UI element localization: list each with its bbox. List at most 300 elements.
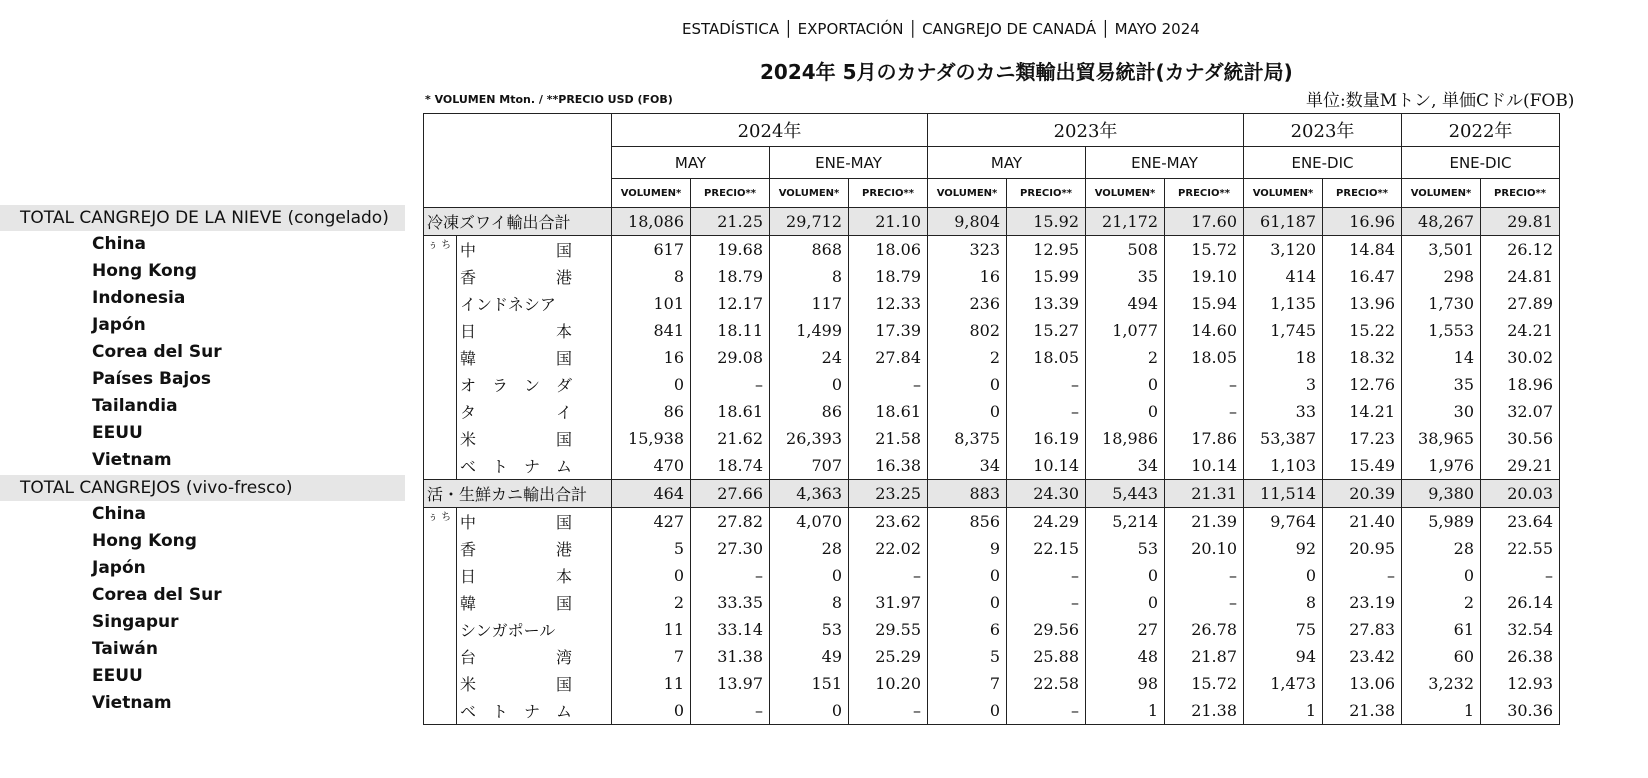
price-cell: 25.88 xyxy=(1007,643,1086,670)
price-cell: – xyxy=(1007,371,1086,398)
volume-cell: 8 xyxy=(612,263,691,290)
price-cell: 15.27 xyxy=(1007,317,1086,344)
country-label-japanese: オ ラ ン ダ xyxy=(457,371,612,398)
volume-cell: 1,730 xyxy=(1402,290,1481,317)
price-cell: 29.21 xyxy=(1481,452,1560,480)
country-label: Japón xyxy=(92,315,146,335)
price-cell: 31.97 xyxy=(849,589,928,616)
country-label: Taiwán xyxy=(92,639,158,659)
price-cell: 13.39 xyxy=(1007,290,1086,317)
volume-cell: 4,363 xyxy=(770,480,849,508)
country-label: Corea del Sur xyxy=(92,585,222,605)
volume-cell: 0 xyxy=(612,562,691,589)
table-row xyxy=(424,452,1560,480)
volume-cell: 11 xyxy=(612,670,691,697)
price-cell: 14.21 xyxy=(1323,398,1402,425)
year-header: 2022年 xyxy=(1402,114,1560,147)
price-cell: 27.84 xyxy=(849,344,928,371)
period-header: ENE-DIC xyxy=(1244,147,1402,179)
table-row xyxy=(424,508,1560,536)
table-row xyxy=(424,425,1560,452)
price-cell: 24.29 xyxy=(1007,508,1086,536)
price-cell: 14.60 xyxy=(1165,317,1244,344)
price-cell: 20.10 xyxy=(1165,535,1244,562)
volume-cell: 86 xyxy=(770,398,849,425)
price-cell: 10.14 xyxy=(1007,452,1086,480)
volume-cell: 2 xyxy=(1086,344,1165,371)
price-cell: 13.97 xyxy=(691,670,770,697)
country-label-japanese: 韓 国 xyxy=(457,589,612,616)
volume-cell: 29,712 xyxy=(770,208,849,236)
price-cell: 27.89 xyxy=(1481,290,1560,317)
volume-cell: 508 xyxy=(1086,236,1165,264)
volume-cell: 8,375 xyxy=(928,425,1007,452)
volume-cell: 0 xyxy=(1086,589,1165,616)
period-header: ENE-DIC xyxy=(1402,147,1560,179)
price-cell: – xyxy=(1007,398,1086,425)
price-cell: 21.25 xyxy=(691,208,770,236)
price-cell: 27.30 xyxy=(691,535,770,562)
price-cell: 23.42 xyxy=(1323,643,1402,670)
price-cell: – xyxy=(1481,562,1560,589)
volume-cell: 53 xyxy=(1086,535,1165,562)
uchi-spacer xyxy=(424,589,457,616)
price-cell: 17.23 xyxy=(1323,425,1402,452)
volume-cell: 24 xyxy=(770,344,849,371)
volume-cell: 9,380 xyxy=(1402,480,1481,508)
price-cell: 18.05 xyxy=(1165,344,1244,371)
price-cell: 12.17 xyxy=(691,290,770,317)
country-label-japanese: シンガポール xyxy=(457,616,612,643)
volume-cell: 16 xyxy=(928,263,1007,290)
price-cell: 16.38 xyxy=(849,452,928,480)
price-cell: 15.92 xyxy=(1007,208,1086,236)
price-cell: 16.47 xyxy=(1323,263,1402,290)
volume-cell: 8 xyxy=(770,263,849,290)
volume-cell: 48,267 xyxy=(1402,208,1481,236)
volume-cell: 414 xyxy=(1244,263,1323,290)
uchi-spacer xyxy=(424,562,457,589)
volume-cell: 5,443 xyxy=(1086,480,1165,508)
price-cell: 15.99 xyxy=(1007,263,1086,290)
price-header: PRECIO** xyxy=(691,179,770,208)
price-cell: 27.83 xyxy=(1323,616,1402,643)
price-cell: 13.06 xyxy=(1323,670,1402,697)
price-cell: 19.68 xyxy=(691,236,770,264)
price-header: PRECIO** xyxy=(1481,179,1560,208)
total-label: TOTAL CANGREJOS (vivo-fresco) xyxy=(20,478,293,498)
volume-cell: 1,976 xyxy=(1402,452,1481,480)
volume-cell: 9,764 xyxy=(1244,508,1323,536)
volume-cell: 236 xyxy=(928,290,1007,317)
price-cell: 29.08 xyxy=(691,344,770,371)
price-cell: 33.14 xyxy=(691,616,770,643)
volume-cell: 1,473 xyxy=(1244,670,1323,697)
volume-cell: 28 xyxy=(1402,535,1481,562)
country-label-japanese: 台 湾 xyxy=(457,643,612,670)
price-cell: – xyxy=(691,697,770,725)
price-cell: – xyxy=(1165,398,1244,425)
volume-cell: 94 xyxy=(1244,643,1323,670)
volume-cell: 92 xyxy=(1244,535,1323,562)
price-cell: 22.02 xyxy=(849,535,928,562)
volume-cell: 7 xyxy=(612,643,691,670)
price-header: PRECIO** xyxy=(1007,179,1086,208)
price-cell: 21.58 xyxy=(849,425,928,452)
volume-cell: 841 xyxy=(612,317,691,344)
volume-cell: 2 xyxy=(612,589,691,616)
price-cell: 18.74 xyxy=(691,452,770,480)
volume-cell: 14 xyxy=(1402,344,1481,371)
price-cell: 30.56 xyxy=(1481,425,1560,452)
price-cell: – xyxy=(1007,562,1086,589)
price-cell: 23.64 xyxy=(1481,508,1560,536)
price-cell: 12.93 xyxy=(1481,670,1560,697)
price-header: PRECIO** xyxy=(1165,179,1244,208)
volume-cell: 34 xyxy=(1086,452,1165,480)
uchi-spacer xyxy=(424,670,457,697)
period-header: ENE-MAY xyxy=(770,147,928,179)
volume-cell: 0 xyxy=(928,398,1007,425)
country-label: Corea del Sur xyxy=(92,342,222,362)
volume-cell: 21,172 xyxy=(1086,208,1165,236)
uchi-spacer xyxy=(424,616,457,643)
total-row xyxy=(424,480,1560,508)
volume-cell: 1 xyxy=(1402,697,1481,725)
price-cell: – xyxy=(691,371,770,398)
table-row xyxy=(424,670,1560,697)
volume-cell: 151 xyxy=(770,670,849,697)
price-cell: 10.14 xyxy=(1165,452,1244,480)
price-cell: 21.40 xyxy=(1323,508,1402,536)
price-cell: 23.62 xyxy=(849,508,928,536)
price-cell: 18.06 xyxy=(849,236,928,264)
unit-note: * VOLUMEN Mton. / **PRECIO USD (FOB) xyxy=(425,93,673,106)
price-cell: 18.79 xyxy=(691,263,770,290)
table-row xyxy=(424,344,1560,371)
volume-cell: 3,501 xyxy=(1402,236,1481,264)
volume-header: VOLUMEN* xyxy=(612,179,691,208)
volume-cell: 0 xyxy=(770,697,849,725)
volume-cell: 28 xyxy=(770,535,849,562)
price-cell: 12.95 xyxy=(1007,236,1086,264)
volume-cell: 101 xyxy=(612,290,691,317)
price-cell: 26.12 xyxy=(1481,236,1560,264)
volume-cell: 7 xyxy=(928,670,1007,697)
volume-cell: 0 xyxy=(1402,562,1481,589)
price-cell: 18.96 xyxy=(1481,371,1560,398)
price-cell: – xyxy=(691,562,770,589)
price-header: PRECIO** xyxy=(1323,179,1402,208)
uchi-spacer xyxy=(424,697,457,725)
price-cell: 14.84 xyxy=(1323,236,1402,264)
volume-cell: 5,989 xyxy=(1402,508,1481,536)
price-cell: 10.20 xyxy=(849,670,928,697)
price-cell: 21.62 xyxy=(691,425,770,452)
table-row xyxy=(424,643,1560,670)
uchi-spacer xyxy=(424,317,457,344)
total-label-japanese: 冷凍ズワイ輸出合計 xyxy=(424,208,612,236)
volume-cell: 5 xyxy=(612,535,691,562)
table-row xyxy=(424,317,1560,344)
price-cell: 17.86 xyxy=(1165,425,1244,452)
country-label-japanese: タ イ xyxy=(457,398,612,425)
price-cell: – xyxy=(1323,562,1402,589)
volume-cell: 868 xyxy=(770,236,849,264)
period-header: ENE-MAY xyxy=(1086,147,1244,179)
year-header: 2023年 xyxy=(928,114,1244,147)
export-statistics-table xyxy=(423,113,1560,725)
volume-cell: 98 xyxy=(1086,670,1165,697)
uchi-spacer xyxy=(424,535,457,562)
volume-cell: 16 xyxy=(612,344,691,371)
volume-cell: 0 xyxy=(1086,371,1165,398)
price-cell: 32.54 xyxy=(1481,616,1560,643)
price-cell: 20.39 xyxy=(1323,480,1402,508)
volume-cell: 60 xyxy=(1402,643,1481,670)
price-cell: 30.36 xyxy=(1481,697,1560,725)
country-label: Hong Kong xyxy=(92,531,197,551)
country-label-japanese: 香 港 xyxy=(457,535,612,562)
volume-cell: 4,070 xyxy=(770,508,849,536)
price-cell: – xyxy=(849,371,928,398)
volume-header: VOLUMEN* xyxy=(1244,179,1323,208)
price-cell: 31.38 xyxy=(691,643,770,670)
uchi-spacer xyxy=(424,452,457,480)
volume-cell: 0 xyxy=(1244,562,1323,589)
price-cell: – xyxy=(1007,697,1086,725)
price-cell: 16.19 xyxy=(1007,425,1086,452)
price-cell: 23.19 xyxy=(1323,589,1402,616)
table-row xyxy=(424,589,1560,616)
volume-cell: 49 xyxy=(770,643,849,670)
volume-cell: 0 xyxy=(612,371,691,398)
price-cell: 30.02 xyxy=(1481,344,1560,371)
volume-cell: 6 xyxy=(928,616,1007,643)
price-cell: 21.39 xyxy=(1165,508,1244,536)
country-label-japanese: 韓 国 xyxy=(457,344,612,371)
price-cell: 26.78 xyxy=(1165,616,1244,643)
price-cell: 21.38 xyxy=(1165,697,1244,725)
table-row xyxy=(424,562,1560,589)
report-header-text: ESTADÍSTICA │ EXPORTACIÓN │ CANGREJO DE CANADÁ │ MAYO 2024 xyxy=(682,20,1200,38)
country-label-japanese: 米 国 xyxy=(457,670,612,697)
volume-cell: 0 xyxy=(928,562,1007,589)
country-label: Vietnam xyxy=(92,693,172,713)
volume-cell: 464 xyxy=(612,480,691,508)
country-label: China xyxy=(92,504,146,524)
volume-cell: 61,187 xyxy=(1244,208,1323,236)
volume-cell: 1,135 xyxy=(1244,290,1323,317)
volume-cell: 1 xyxy=(1244,697,1323,725)
table-row xyxy=(424,371,1560,398)
volume-cell: 2 xyxy=(1402,589,1481,616)
price-header: PRECIO** xyxy=(849,179,928,208)
table-row xyxy=(424,263,1560,290)
price-cell: 16.96 xyxy=(1323,208,1402,236)
volume-cell: 30 xyxy=(1402,398,1481,425)
volume-cell: 883 xyxy=(928,480,1007,508)
country-label: Hong Kong xyxy=(92,261,197,281)
volume-cell: 1,077 xyxy=(1086,317,1165,344)
price-cell: – xyxy=(849,697,928,725)
table-row xyxy=(424,398,1560,425)
volume-cell: 75 xyxy=(1244,616,1323,643)
volume-cell: 33 xyxy=(1244,398,1323,425)
country-label: Tailandia xyxy=(92,396,178,416)
price-cell: 22.55 xyxy=(1481,535,1560,562)
volume-cell: 35 xyxy=(1086,263,1165,290)
country-label: EEUU xyxy=(92,666,143,686)
volume-cell: 707 xyxy=(770,452,849,480)
volume-cell: 617 xyxy=(612,236,691,264)
price-cell: 26.38 xyxy=(1481,643,1560,670)
price-cell: 19.10 xyxy=(1165,263,1244,290)
price-cell: – xyxy=(849,562,928,589)
volume-header: VOLUMEN* xyxy=(928,179,1007,208)
volume-cell: 53 xyxy=(770,616,849,643)
price-cell: 21.31 xyxy=(1165,480,1244,508)
price-cell: 17.39 xyxy=(849,317,928,344)
price-cell: 27.66 xyxy=(691,480,770,508)
volume-cell: 5,214 xyxy=(1086,508,1165,536)
volume-cell: 48 xyxy=(1086,643,1165,670)
price-cell: – xyxy=(1165,562,1244,589)
volume-cell: 298 xyxy=(1402,263,1481,290)
volume-cell: 38,965 xyxy=(1402,425,1481,452)
table-row xyxy=(424,535,1560,562)
country-label: Indonesia xyxy=(92,288,186,308)
volume-cell: 0 xyxy=(928,371,1007,398)
volume-cell: 0 xyxy=(1086,398,1165,425)
price-cell: 18.61 xyxy=(849,398,928,425)
uchi-marker: ぅ ち xyxy=(424,508,457,536)
price-cell: 29.55 xyxy=(849,616,928,643)
volume-cell: 11,514 xyxy=(1244,480,1323,508)
country-label: EEUU xyxy=(92,423,143,443)
price-cell: 21.87 xyxy=(1165,643,1244,670)
volume-cell: 18 xyxy=(1244,344,1323,371)
volume-cell: 1,745 xyxy=(1244,317,1323,344)
volume-cell: 18,086 xyxy=(612,208,691,236)
price-cell: 15.49 xyxy=(1323,452,1402,480)
table-row xyxy=(424,697,1560,725)
volume-cell: 8 xyxy=(770,589,849,616)
price-cell: 33.35 xyxy=(691,589,770,616)
volume-cell: 86 xyxy=(612,398,691,425)
volume-cell: 117 xyxy=(770,290,849,317)
price-cell: 26.14 xyxy=(1481,589,1560,616)
country-label: Japón xyxy=(92,558,146,578)
price-cell: 18.32 xyxy=(1323,344,1402,371)
uchi-spacer xyxy=(424,344,457,371)
volume-cell: 1,553 xyxy=(1402,317,1481,344)
volume-cell: 5 xyxy=(928,643,1007,670)
price-cell: 32.07 xyxy=(1481,398,1560,425)
price-cell: 15.94 xyxy=(1165,290,1244,317)
country-label: Países Bajos xyxy=(92,369,212,389)
volume-cell: 2 xyxy=(928,344,1007,371)
table-row xyxy=(424,236,1560,264)
country-label-japanese: 中 国 xyxy=(457,508,612,536)
price-cell: 25.29 xyxy=(849,643,928,670)
unit-note-japanese: 単位:数量Mトン, 単価Cドル(FOB) xyxy=(1306,91,1575,111)
price-cell: – xyxy=(1007,589,1086,616)
country-label-japanese: 米 国 xyxy=(457,425,612,452)
price-cell: – xyxy=(1165,371,1244,398)
total-row xyxy=(424,208,1560,236)
volume-cell: 15,938 xyxy=(612,425,691,452)
volume-cell: 35 xyxy=(1402,371,1481,398)
price-cell: 22.58 xyxy=(1007,670,1086,697)
price-cell: – xyxy=(1165,589,1244,616)
uchi-spacer xyxy=(424,398,457,425)
volume-cell: 61 xyxy=(1402,616,1481,643)
volume-cell: 3 xyxy=(1244,371,1323,398)
volume-cell: 470 xyxy=(612,452,691,480)
volume-cell: 3,232 xyxy=(1402,670,1481,697)
price-cell: 29.81 xyxy=(1481,208,1560,236)
volume-cell: 0 xyxy=(928,589,1007,616)
country-label-japanese: インドネシア xyxy=(457,290,612,317)
volume-header: VOLUMEN* xyxy=(1402,179,1481,208)
volume-header: VOLUMEN* xyxy=(770,179,849,208)
corner-cell xyxy=(424,114,612,208)
period-header: MAY xyxy=(928,147,1086,179)
price-cell: 18.05 xyxy=(1007,344,1086,371)
volume-cell: 27 xyxy=(1086,616,1165,643)
country-label-japanese: 中 国 xyxy=(457,236,612,264)
country-label-japanese: 日 本 xyxy=(457,317,612,344)
price-cell: 20.95 xyxy=(1323,535,1402,562)
price-cell: 23.25 xyxy=(849,480,928,508)
volume-cell: 1,103 xyxy=(1244,452,1323,480)
country-label: Vietnam xyxy=(92,450,172,470)
price-cell: 22.15 xyxy=(1007,535,1086,562)
total-label: TOTAL CANGREJO DE LA NIEVE (congelado) xyxy=(20,208,389,228)
price-cell: 29.56 xyxy=(1007,616,1086,643)
price-cell: 27.82 xyxy=(691,508,770,536)
country-label: China xyxy=(92,234,146,254)
total-label-japanese: 活・生鮮カニ輸出合計 xyxy=(424,480,612,508)
uchi-spacer xyxy=(424,425,457,452)
volume-cell: 0 xyxy=(928,697,1007,725)
volume-cell: 802 xyxy=(928,317,1007,344)
volume-cell: 0 xyxy=(612,697,691,725)
country-label-japanese: ベ ト ナ ム xyxy=(457,697,612,725)
volume-cell: 11 xyxy=(612,616,691,643)
price-cell: 20.03 xyxy=(1481,480,1560,508)
uchi-spacer xyxy=(424,290,457,317)
volume-cell: 9 xyxy=(928,535,1007,562)
uchi-spacer xyxy=(424,371,457,398)
price-cell: 21.10 xyxy=(849,208,928,236)
price-cell: 12.76 xyxy=(1323,371,1402,398)
price-cell: 12.33 xyxy=(849,290,928,317)
price-cell: 18.61 xyxy=(691,398,770,425)
price-cell: 24.30 xyxy=(1007,480,1086,508)
price-cell: 17.60 xyxy=(1165,208,1244,236)
uchi-spacer xyxy=(424,643,457,670)
price-cell: 24.81 xyxy=(1481,263,1560,290)
country-label-japanese: 香 港 xyxy=(457,263,612,290)
year-header: 2024年 xyxy=(612,114,928,147)
volume-cell: 3,120 xyxy=(1244,236,1323,264)
country-label-japanese: 日 本 xyxy=(457,562,612,589)
uchi-marker: ぅ ち xyxy=(424,236,457,264)
price-cell: 15.72 xyxy=(1165,236,1244,264)
period-header: MAY xyxy=(612,147,770,179)
